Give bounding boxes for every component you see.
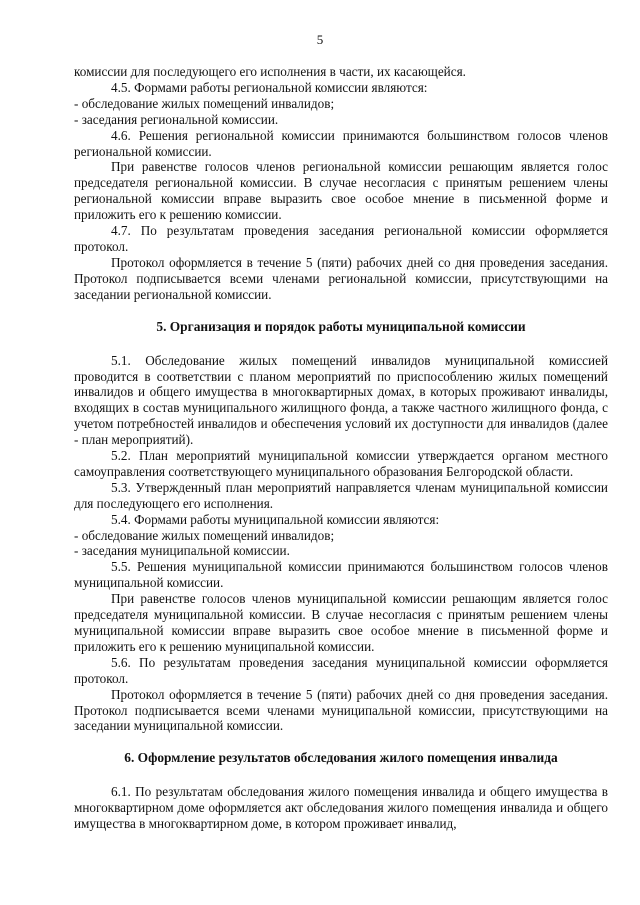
section-heading: 6. Оформление результатов обследования жилого помещения инвалида xyxy=(124,750,558,766)
paragraph: 5.3. Утвержденный план мероприятий направляется членам муниципальной комиссии для последующего его исполнения. xyxy=(74,479,608,511)
list-item: - заседания региональной комиссии. xyxy=(74,111,279,127)
paragraph: 5.2. План мероприятий муниципальной комиссии утверждается органом местного самоуправления соответствующего муниципального образования Белгородской области. xyxy=(74,448,608,479)
paragraph: 5.5. Решения муниципальной комиссии принимаются большинством голосов членов муниципальной комиссии. xyxy=(74,559,608,591)
paragraph: 5.1. Обследование жилых помещений инвалидов муниципальной комиссией проводится в соответствии с планом мероприятий по приспособлению жилых помещений инвалидов и общего имущества в многоквартирных домах, в которых проживают инвалиды, входящих в состав муниципального жилищного фонда, а также частного жилищного фонда, с учетом потребностей инвалидов и обеспечения условий их доступности для инвалидов (далее - план мероприятий). xyxy=(74,352,608,448)
paragraph: Протокол оформляется в течение 5 (пяти) рабочих дней со дня проведения заседания. Протокол подписывается всеми членами региональной комиссии, присутствующими на заседании региональной комиссии. xyxy=(74,254,608,302)
paragraph: Протокол оформляется в течение 5 (пяти) рабочих дней со дня проведения заседания. Протокол подписывается всеми членами муниципальной комиссии, присутствующими на заседании муниципальной комиссии. xyxy=(74,686,608,734)
paragraph: При равенстве голосов членов региональной комиссии решающим является голос председателя региональной комиссии. В случае несогласия с принятым решением члены региональной комиссии вправе выразить свое особое мнение в письменной форме и приложить его к решению комиссии. xyxy=(74,159,608,223)
paragraph: комиссии для последующего его исполнения в части, их касающейся. xyxy=(74,64,466,79)
paragraph: 6.1. По результатам обследования жилого помещения инвалида и общего имущества в многоквартирном доме оформляется акт обследования жилого помещения инвалида и общего имущества в многоквартирном доме, в котором проживает инвалид, xyxy=(74,784,608,832)
paragraph: 4.5. Формами работы региональной комиссии являются: xyxy=(111,79,428,95)
paragraph: При равенстве голосов членов муниципальной комиссии решающим является голос председателя муниципальной комиссии. В случае несогласия с принятым решением члены муниципальной комиссии вправе выразить свое особое мнение в письменной форме и приложить его к решению муниципальной комиссии. xyxy=(74,591,608,654)
list-item: - обследование жилых помещений инвалидов; xyxy=(74,527,335,543)
list-item: - заседания муниципальной комиссии. xyxy=(74,543,290,559)
document-body xyxy=(74,64,608,832)
page-number: 5 xyxy=(316,32,324,47)
paragraph: 4.7. По результатам проведения заседания региональной комиссии оформляется протокол. xyxy=(74,223,608,254)
paragraph: 5.6. По результатам проведения заседания муниципальной комиссии оформляется протокол. xyxy=(74,654,608,686)
paragraph: 4.6. Решения региональной комиссии принимаются большинством голосов членов региональной комиссии. xyxy=(74,127,608,159)
section-heading: 5. Организация и порядок работы муниципальной комиссии xyxy=(156,318,526,334)
paragraph: 5.4. Формами работы муниципальной комиссии являются: xyxy=(111,511,440,527)
list-item: - обследование жилых помещений инвалидов; xyxy=(74,95,335,111)
